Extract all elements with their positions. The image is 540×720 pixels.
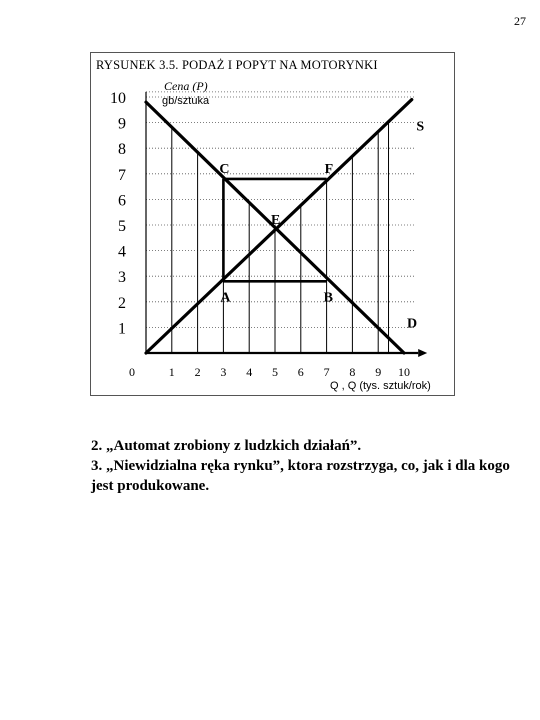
y-tick-label-1: 1: [118, 320, 126, 338]
x-tick-label-5: 5: [272, 365, 278, 379]
x-axis-arrow: [418, 349, 427, 357]
page-number: 27: [514, 14, 526, 28]
x-tick-label-4: 4: [246, 365, 253, 379]
point-label-B: B: [323, 290, 333, 306]
supply-demand-chart: [90, 52, 455, 396]
point-label-A: A: [220, 290, 231, 306]
y-tick-label-7: 7: [118, 166, 126, 184]
body-text: [91, 436, 531, 496]
y-axis-label-line1: Cena (P): [164, 79, 208, 93]
y-tick-label-9: 9: [118, 115, 126, 133]
y-tick-label-3: 3: [118, 269, 126, 287]
point-label-F: F: [324, 161, 334, 177]
y-tick-label-8: 8: [118, 141, 126, 159]
y-axis-label-line2: gb/sztuka: [162, 95, 210, 107]
y-tick-label-2: 2: [118, 294, 126, 312]
demand-curve-label: D: [407, 316, 418, 332]
x-tick-label-2: 2: [194, 365, 201, 379]
x-tick-label-0: 0: [129, 365, 135, 379]
supply-curve-label: S: [416, 119, 425, 135]
body-line-2: 3. „Niewidzialna ręka rynku”, ktora rozstrzyga, co, jak i dla kogo jest produkowane.: [91, 458, 510, 494]
point-label-E: E: [271, 213, 281, 229]
x-tick-label-8: 8: [349, 365, 356, 379]
x-tick-label-1: 1: [168, 365, 175, 379]
x-tick-label-6: 6: [297, 365, 304, 379]
point-label-C: C: [219, 161, 230, 177]
y-tick-label-5: 5: [118, 218, 126, 235]
x-tick-label-9: 9: [375, 365, 382, 379]
x-tick-label-3: 3: [220, 365, 227, 379]
figure-title: RYSUNEK 3.5. PODAŻ I POPYT NA MOTORYNKI: [96, 58, 378, 72]
x-axis-label: Q , Q (tys. sztuk/rok): [330, 380, 431, 392]
y-tick-label-10: 10: [110, 90, 126, 107]
x-tick-label-7: 7: [323, 365, 330, 379]
y-tick-label-4: 4: [118, 243, 126, 261]
body-line-1: 2. „Automat zrobiony z ludzkich działań”.: [91, 438, 362, 454]
x-tick-label-10: 10: [398, 365, 410, 379]
y-tick-label-6: 6: [118, 192, 126, 210]
